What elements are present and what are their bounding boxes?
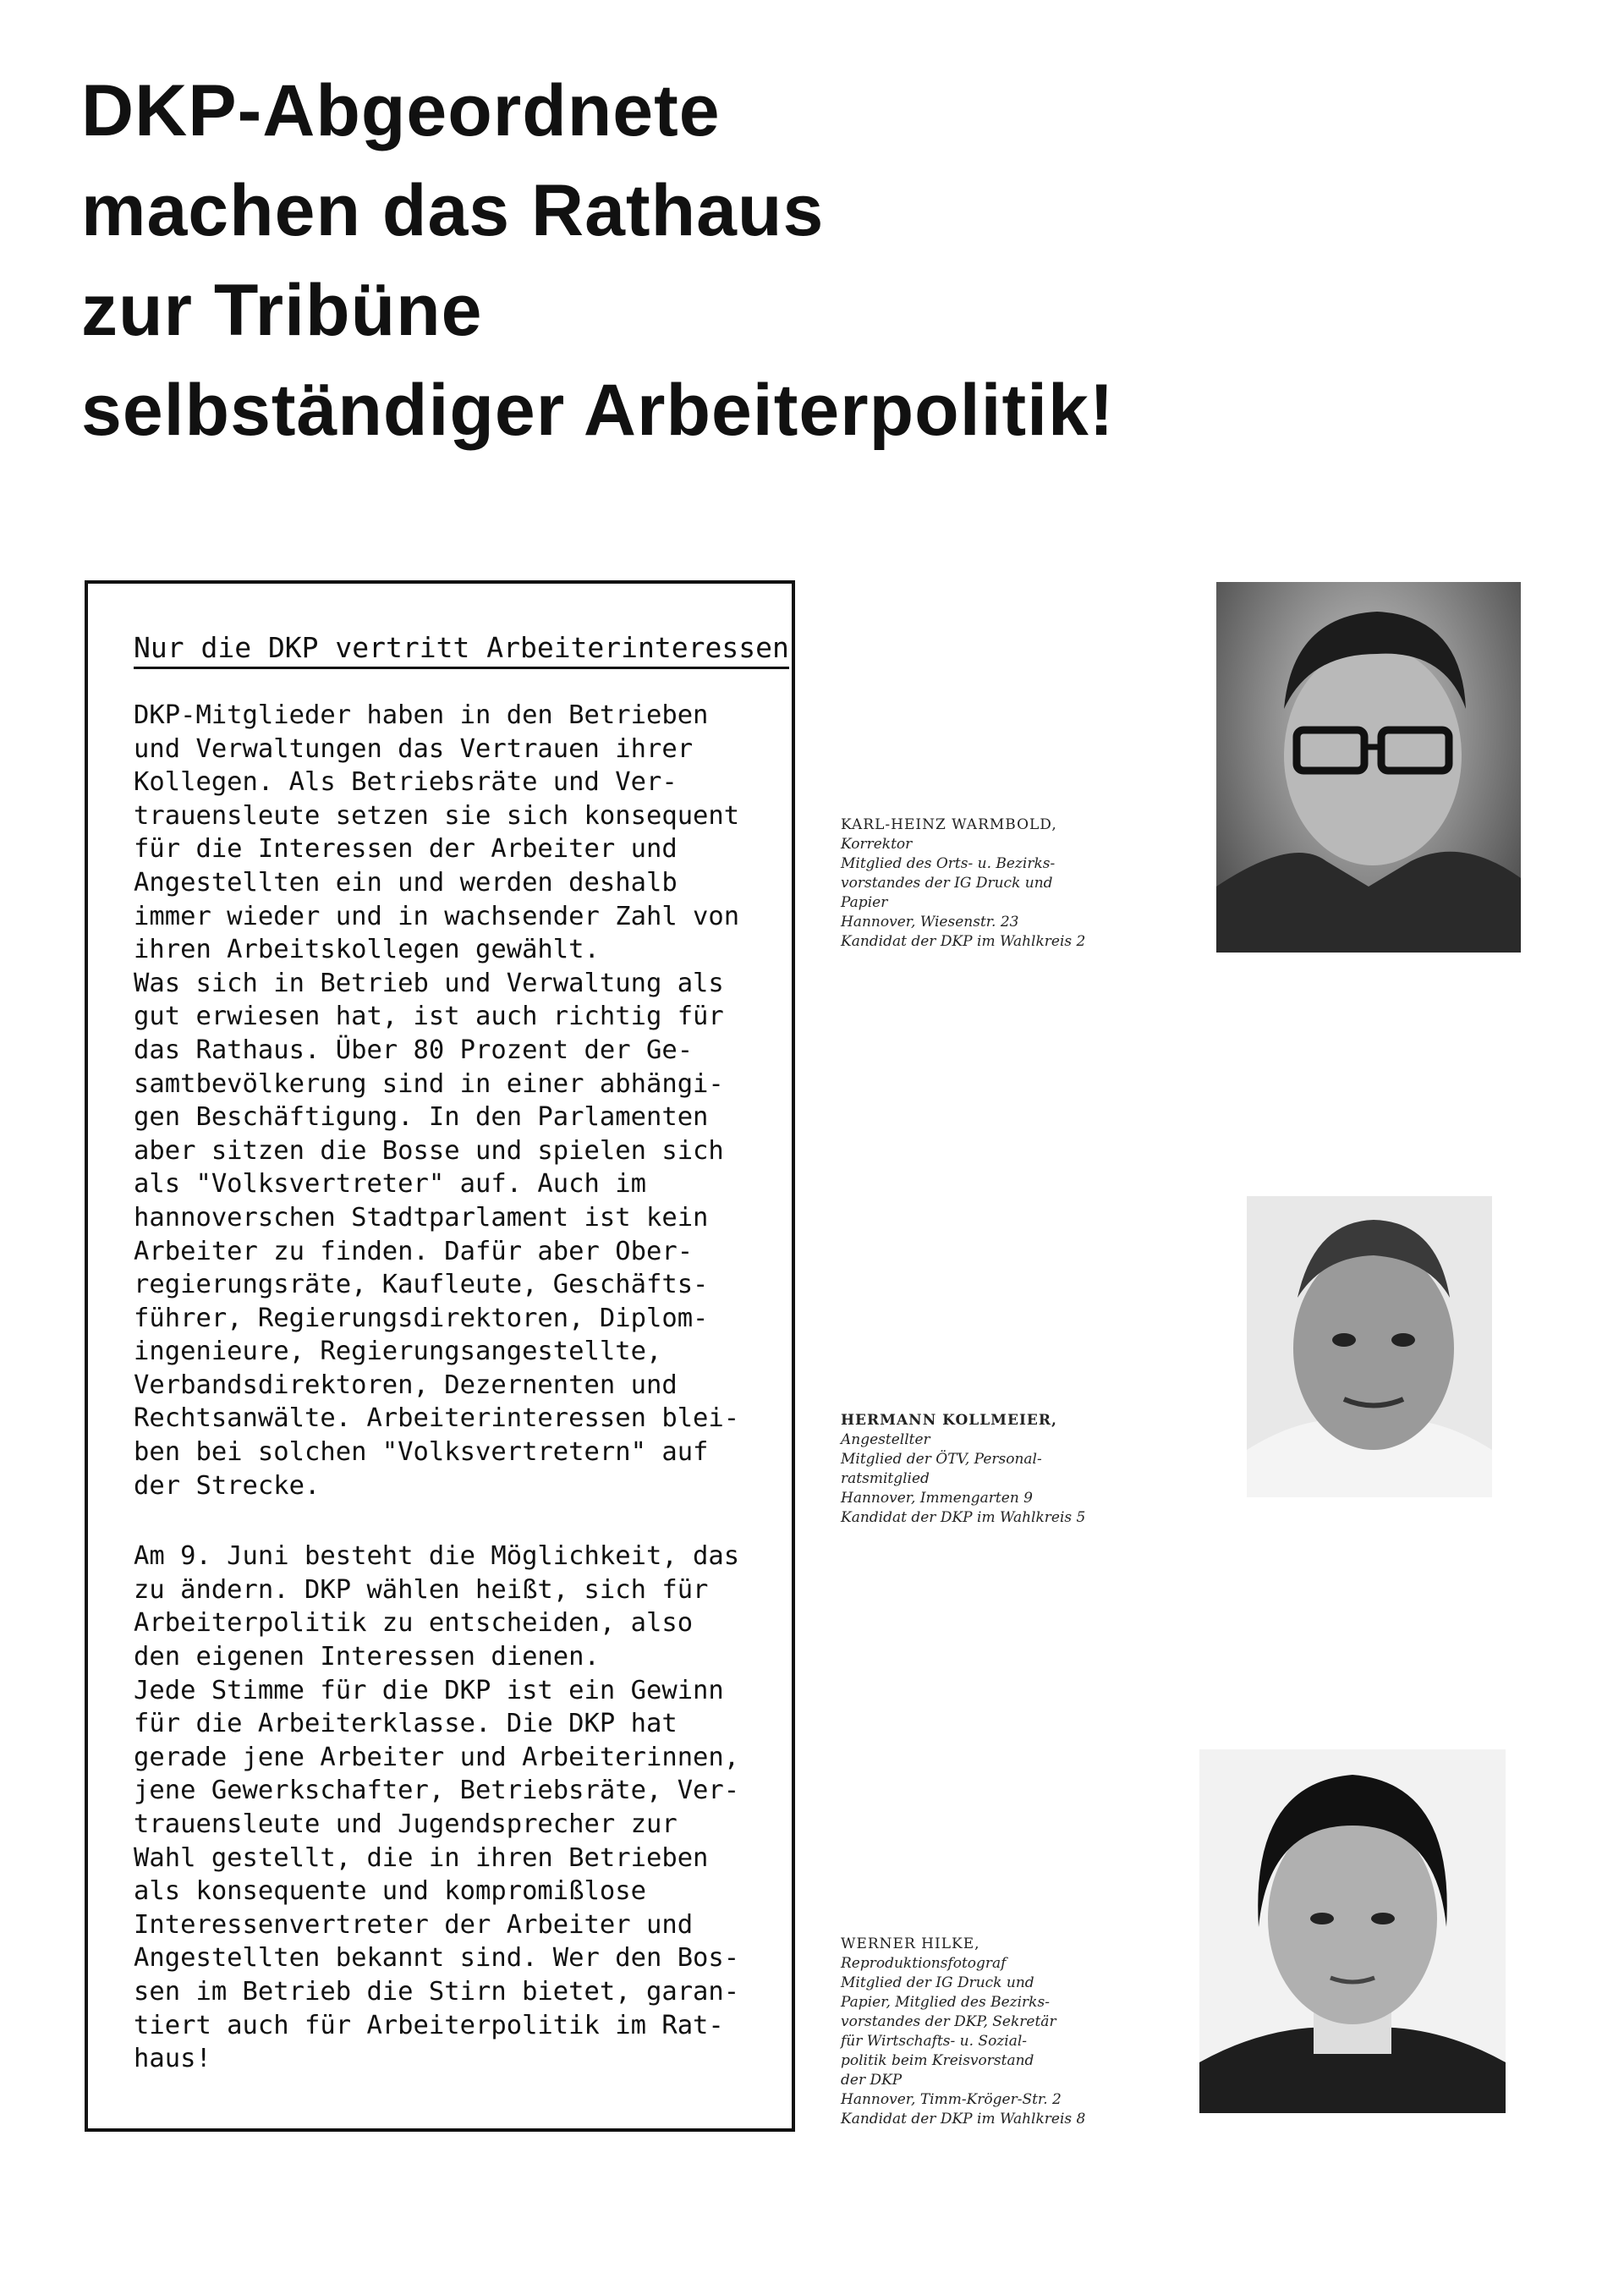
article-line: ingenieure, Regierungsangestellte, — [134, 1337, 662, 1367]
article-line: regierungsräte, Kaufleute, Geschäfts- — [134, 1270, 709, 1300]
article-heading: Nur die DKP vertritt Arbeiterinteressen — [134, 631, 789, 669]
headline-line: machen das Rathaus — [81, 170, 825, 251]
article-line: Angestellten ein und werden deshalb — [134, 867, 678, 898]
article-line: sen im Betrieb die Stirn bietet, garan- — [134, 1976, 740, 2007]
article-line: als konsequente und kompromißlose — [134, 1876, 646, 1907]
article-line: und Verwaltungen das Vertrauen ihrer — [134, 733, 694, 764]
article-line: Wahl gestellt, die in ihren Betrieben — [134, 1842, 709, 1873]
candidate-caption-warmbold — [841, 815, 1196, 952]
candidate-name: KARL-HEINZ WARMBOLD, — [841, 816, 1057, 833]
article-line: trauensleute und Jugendsprecher zur — [134, 1809, 678, 1839]
candidate-name: WERNER HILKE, — [841, 1935, 980, 1952]
headline-line: zur Tribüne — [81, 270, 483, 351]
portrait-photo-icon — [1247, 1196, 1492, 1497]
article-line: aber sitzen die Bosse und spielen sich — [134, 1135, 724, 1166]
article-body — [134, 699, 776, 2076]
article-line: führer, Regierungsdirektoren, Diplom- — [134, 1303, 709, 1333]
candidate-detail: Papier — [841, 894, 888, 911]
candidate-photo-hilke — [1199, 1749, 1506, 2113]
candidate-detail: Angestellter — [841, 1431, 930, 1448]
candidate-caption-hilke — [841, 1935, 1196, 2129]
article-line: gen Beschäftigung. In den Parlamenten — [134, 1102, 709, 1133]
article-line: ihren Arbeitskollegen gewählt. — [134, 935, 600, 965]
candidate-name: HERMANN KOLLMEIER, — [841, 1412, 1057, 1429]
article-line: DKP-Mitglieder haben in den Betrieben — [134, 700, 709, 730]
article-line: Jede Stimme für die DKP ist ein Gewinn — [134, 1675, 724, 1705]
article-paragraph — [134, 699, 776, 1502]
article-line: hannoverschen Stadtparlament ist kein — [134, 1202, 709, 1233]
article-line: für die Interessen der Arbeiter und — [134, 834, 678, 865]
article-line: samtbevölkerung sind in einer abhängi- — [134, 1068, 724, 1099]
candidate-detail: Mitglied der ÖTV, Personal- — [841, 1451, 1042, 1468]
portrait-photo-icon — [1199, 1749, 1506, 2113]
candidate-detail: Papier, Mitglied des Bezirks- — [841, 1994, 1050, 2011]
article-line: Am 9. Juni besteht die Möglichkeit, das — [134, 1541, 740, 1572]
article-line: das Rathaus. Über 80 Prozent der Ge- — [134, 1035, 694, 1065]
article-line: gerade jene Arbeiter und Arbeiterinnen, — [134, 1742, 740, 1772]
article-line: haus! — [134, 2044, 211, 2074]
article-line: Angestellten bekannt sind. Wer den Bos- — [134, 1943, 740, 1974]
candidate-detail: der DKP — [841, 2072, 903, 2089]
candidate-photo-warmbold — [1216, 582, 1521, 953]
candidate-detail: vorstandes der IG Druck und — [841, 875, 1053, 892]
article-line: trauensleute setzen sie sich konsequent — [134, 800, 740, 831]
candidate-detail: Kandidat der DKP im Wahlkreis 2 — [841, 933, 1086, 950]
candidate-photo-kollmeier — [1247, 1196, 1492, 1497]
article-line: zu ändern. DKP wählen heißt, sich für — [134, 1574, 709, 1605]
candidate-detail: für Wirtschafts- u. Sozial- — [841, 2033, 1028, 2050]
article-line: Verbandsdirektoren, Dezernenten und — [134, 1370, 678, 1400]
article-line: Rechtsanwälte. Arbeiterinteressen blei- — [134, 1403, 740, 1434]
candidate-detail: Mitglied des Orts- u. Bezirks- — [841, 855, 1056, 872]
candidate-detail: Kandidat der DKP im Wahlkreis 8 — [841, 2111, 1086, 2128]
candidate-detail: Korrektor — [841, 836, 913, 853]
article-line: für die Arbeiterklasse. Die DKP hat — [134, 1709, 678, 1739]
article-line: Arbeiter zu finden. Dafür aber Ober- — [134, 1236, 694, 1266]
article-line: Was sich in Betrieb und Verwaltung als — [134, 968, 724, 998]
article-line: jene Gewerkschafter, Betriebsräte, Ver- — [134, 1776, 740, 1806]
article-line: gut erwiesen hat, ist auch richtig für — [134, 1002, 724, 1032]
article-line: Interessenvertreter der Arbeiter und — [134, 1909, 694, 1940]
article-line: ben bei solchen "Volksvertretern" auf — [134, 1437, 709, 1468]
candidate-caption-kollmeier — [841, 1411, 1196, 1528]
portrait-photo-icon — [1216, 582, 1521, 953]
headline — [81, 61, 1350, 460]
candidate-detail: politik beim Kreisvorstand — [841, 2052, 1034, 2069]
article-line: der Strecke. — [134, 1470, 321, 1501]
article-line: immer wieder und in wachsender Zahl von — [134, 901, 740, 931]
candidate-detail: Kandidat der DKP im Wahlkreis 5 — [841, 1509, 1086, 1526]
article-box — [85, 580, 795, 2132]
candidate-detail: Hannover, Wiesenstr. 23 — [841, 914, 1019, 931]
article-line: Kollegen. Als Betriebsräte und Ver- — [134, 767, 678, 798]
candidate-detail: Hannover, Immengarten 9 — [841, 1490, 1033, 1507]
candidate-detail: vorstandes der DKP, Sekretär — [841, 2013, 1056, 2030]
article-paragraph — [134, 1540, 776, 2076]
candidate-detail: Mitglied der IG Druck und — [841, 1974, 1034, 1991]
candidate-detail: Hannover, Timm-Kröger-Str. 2 — [841, 2091, 1062, 2108]
article-line: den eigenen Interessen dienen. — [134, 1642, 600, 1672]
article-line: Arbeiterpolitik zu entscheiden, also — [134, 1608, 694, 1639]
candidate-detail: ratsmitglied — [841, 1470, 930, 1487]
headline-line: DKP-Abgeordnete — [81, 70, 721, 151]
candidate-detail: Reproduktionsfotograf — [841, 1955, 1007, 1972]
headline-line: selbständiger Arbeiterpolitik! — [81, 370, 1115, 451]
article-line: als "Volksvertreter" auf. Auch im — [134, 1169, 646, 1200]
article-line: tiert auch für Arbeiterpolitik im Rat- — [134, 2010, 724, 2040]
